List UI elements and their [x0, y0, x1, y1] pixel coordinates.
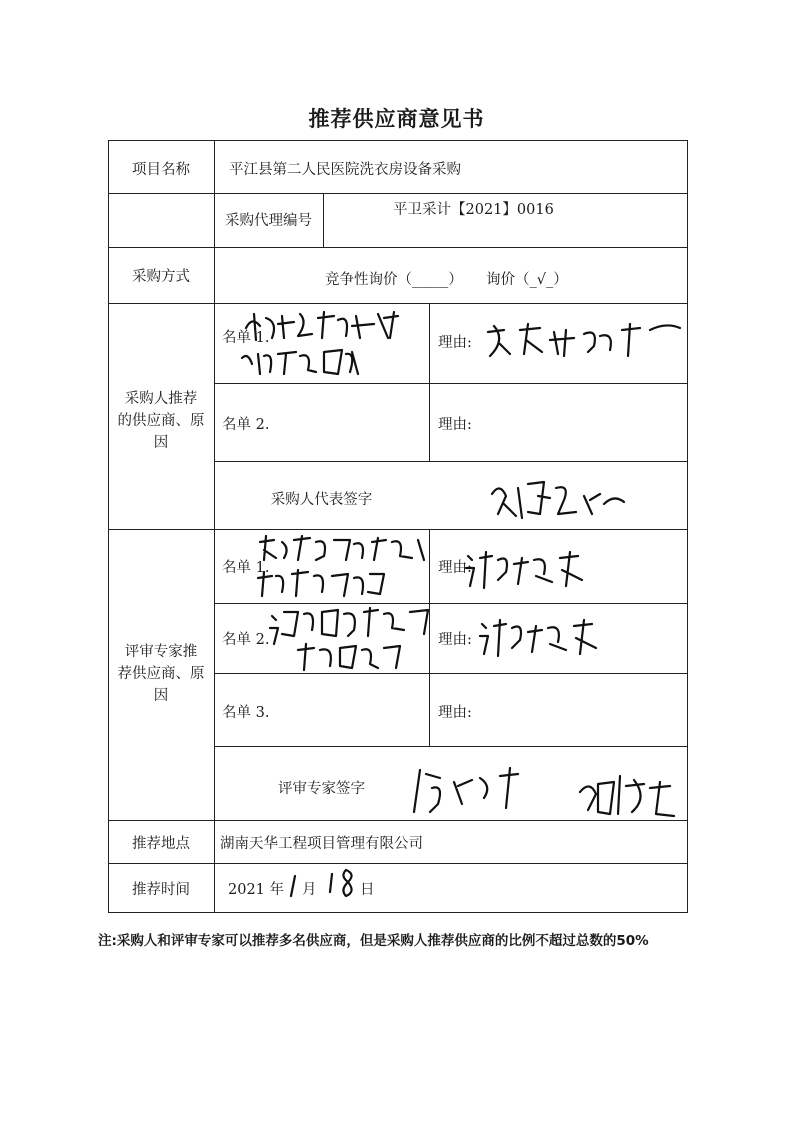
expert-reason-1-handwriting [462, 546, 592, 594]
expert-name-2-label: 名单 2. [222, 632, 270, 648]
purchaser-reason-1-handwriting [480, 318, 690, 364]
experts-section-label: 评审专家推 荐供应商、原 因 [117, 644, 205, 704]
purchaser-section-label: 采购人推荐 的供应商、原 因 [117, 391, 205, 451]
expert-signature-2 [574, 770, 684, 822]
project-name-value: 平江县第二人民医院洗衣房设备采购 [229, 162, 461, 178]
method-option-competitive: 竞争性询价（_____） [325, 272, 463, 288]
time-day-label: 日 [360, 882, 375, 898]
agency-code-label: 采购代理编号 [225, 213, 312, 229]
time-year: 2021 年 [228, 882, 285, 898]
project-name-label: 项目名称 [132, 162, 190, 178]
agency-code-value: 平卫采计【2021】0016 [393, 202, 554, 218]
expert-signature-1 [410, 764, 540, 820]
purchaser-name-2-label: 名单 2. [222, 417, 270, 433]
time-day-handwriting [326, 866, 358, 900]
time-label: 推荐时间 [132, 882, 190, 898]
expert-reason-3-label: 理由: [438, 705, 472, 721]
experts-sign-label: 评审专家签字 [278, 781, 365, 797]
location-label: 推荐地点 [132, 836, 190, 852]
expert-reason-2-handwriting [476, 614, 606, 662]
footnote: 注:采购人和评审专家可以推荐多名供应商，但是采购人推荐供应商的比例不超过总数的50% [98, 933, 649, 949]
method-label: 采购方式 [132, 269, 190, 285]
time-month-label: 月 [302, 882, 317, 898]
purchaser-sign-label: 采购人代表签字 [270, 492, 373, 508]
expert-name-1-handwriting [254, 534, 434, 602]
page-title: 推荐供应商意见书 [308, 107, 485, 131]
location-value: 湖南天华工程项目管理有限公司 [220, 836, 423, 852]
time-month-handwriting [286, 872, 300, 900]
expert-reason-1-label: 理由: [438, 560, 472, 576]
purchaser-reason-2-label: 理由: [438, 417, 472, 433]
purchaser-name-1-handwriting [238, 308, 428, 388]
expert-name-1-label: 名单 1. [222, 560, 270, 576]
expert-name-2-handwriting [268, 606, 438, 674]
expert-reason-2-label: 理由: [438, 632, 472, 648]
purchaser-reason-1-label: 理由: [438, 335, 472, 351]
purchaser-signature [486, 474, 636, 526]
expert-name-3-label: 名单 3. [222, 705, 270, 721]
method-option-inquiry: 询价（_√_） [486, 272, 568, 288]
purchaser-name-1-label: 名单 1. [222, 330, 270, 346]
